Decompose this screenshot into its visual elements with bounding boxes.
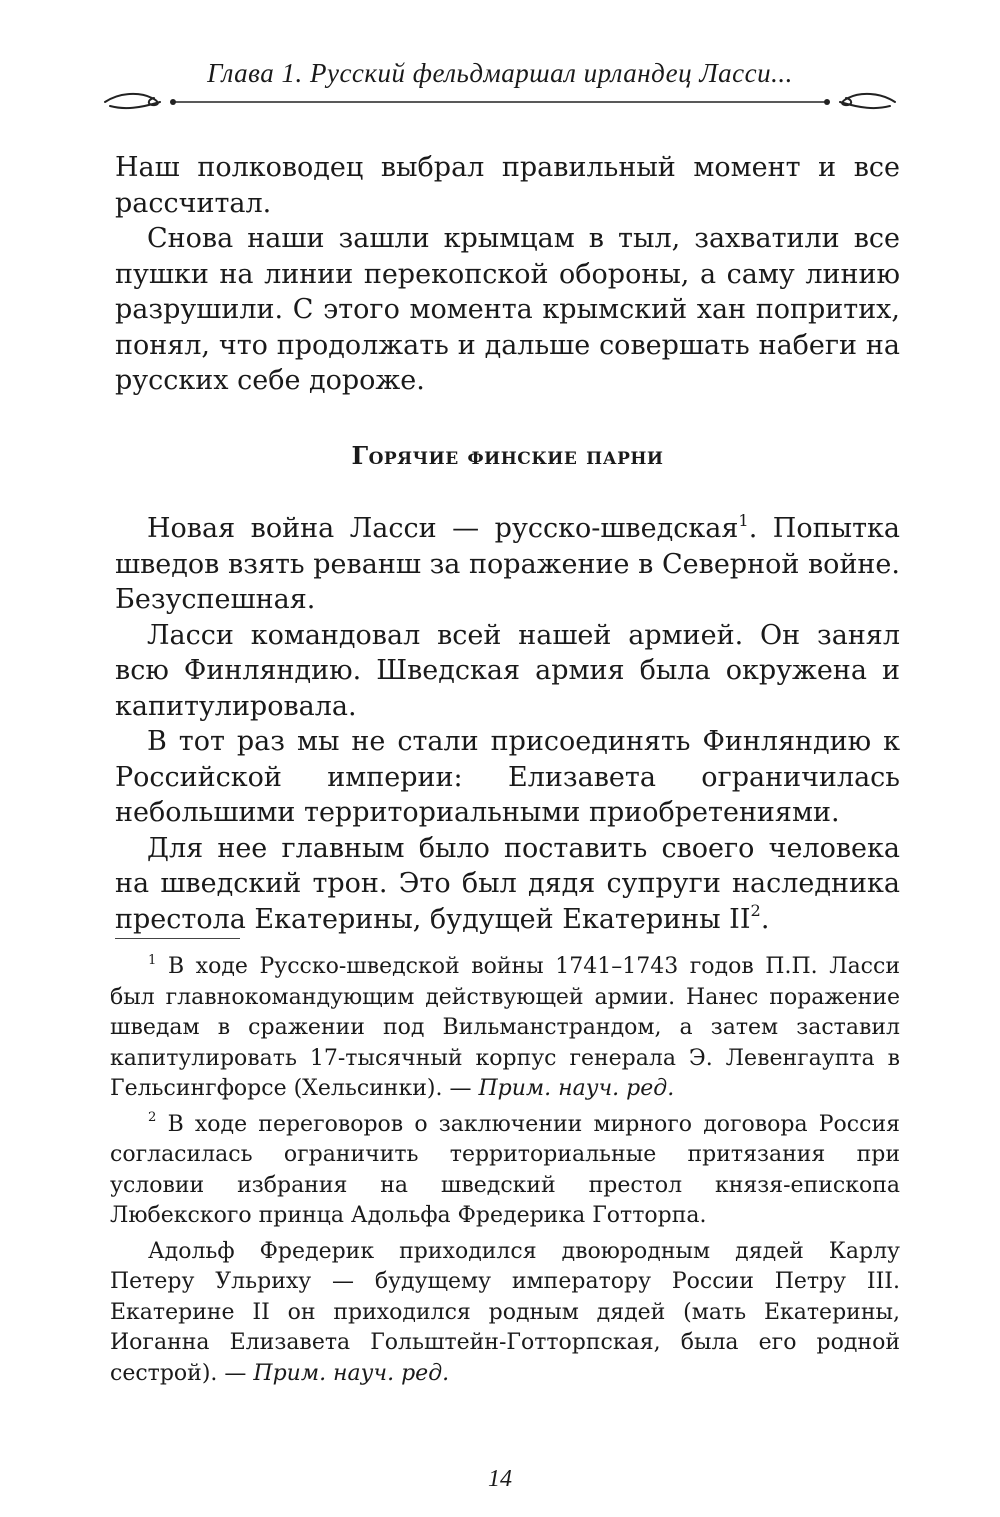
header-ornament-rule — [100, 88, 900, 114]
editor-credit: Прим. науч. ред. — [253, 1360, 450, 1386]
paragraph: В тот раз мы не стали присоединять Финляндию к Российской империи: Елизавета ограничилась небольшими территориальными приобретениями. — [115, 726, 900, 828]
paragraph-text: Для нее главным было поставить своего человека на шведский трон. Это был дядя супруги наследника престола Екатерины, будущей Екатерины II — [115, 832, 900, 935]
paragraph — [115, 511, 900, 618]
editor-credit: Прим. науч. ред. — [478, 1076, 675, 1101]
footnote-ref-1: 1 — [738, 510, 749, 530]
footnote-mark: 1 — [148, 952, 157, 968]
footnote-1 — [110, 952, 900, 1105]
paragraph-text: Новая война Ласси — русско-шведская — [147, 513, 739, 544]
main-text — [115, 150, 900, 937]
paragraph: Наш полководец выбрал правильный момент и все рассчитал. — [115, 152, 900, 219]
footnote-text: В ходе переговоров о заключении мирного договора Россия согласилась ограничить территориальные притязания при условии избрания на шведский престол князя-епископа Любекского принца Адольфа Фредерика Готторпа. — [110, 1111, 900, 1228]
page-number: 14 — [488, 1466, 512, 1492]
footnote-2 — [110, 1110, 900, 1232]
paragraph — [115, 831, 900, 938]
paragraph-text: . — [760, 903, 770, 935]
paragraph-text: . Попытка шведов взять реванш за поражение в Северной войне. Безуспешная. — [115, 513, 900, 615]
footnotes — [110, 952, 900, 1394]
footnote-text: В ходе Русско-шведской войны 1741–1743 годов П.П. Ласси был главнокомандующим действующей армии. Нанес поражение шведам в сражении под Вильманстрандом, а затем заставил капитулировать 17-тысячный корпус генерала Э. Левенгаупта в Гельсингфорсе (Хельсинки). — — [110, 954, 900, 1101]
footnote-ref-2: 2 — [750, 901, 761, 921]
paragraph: Снова наши зашли крымцам в тыл, захватили все пушки на линии перекопской обороны, а саму линию разрушили. С этого момента крымский хан попритих, понял, что продолжать и дальше совершать набеги на русских себе дороже. — [115, 223, 900, 396]
running-head-title: Глава 1. Русский фельдмаршал ирландец Ласси... — [207, 58, 793, 88]
footnote-separator — [115, 938, 240, 939]
footnote-2-continued — [110, 1237, 900, 1390]
footnote-text: Адольф Фредерик приходился двоюродным дядей Карлу Петеру Ульриху — будущему императору России Петру III. Екатерине II он приходился родным дядей (мать Екатерины, Иоганна Елизавета Гольштейн-Готторпская, была его родной сестрой). — — [110, 1238, 900, 1386]
section-heading: Горячие финские парни — [351, 440, 664, 470]
paragraph: Ласси командовал всей нашей армией. Он занял всю Финляндию. Шведская армия была окружена и капитулировала. — [115, 619, 900, 722]
footnote-mark: 2 — [148, 1110, 157, 1126]
